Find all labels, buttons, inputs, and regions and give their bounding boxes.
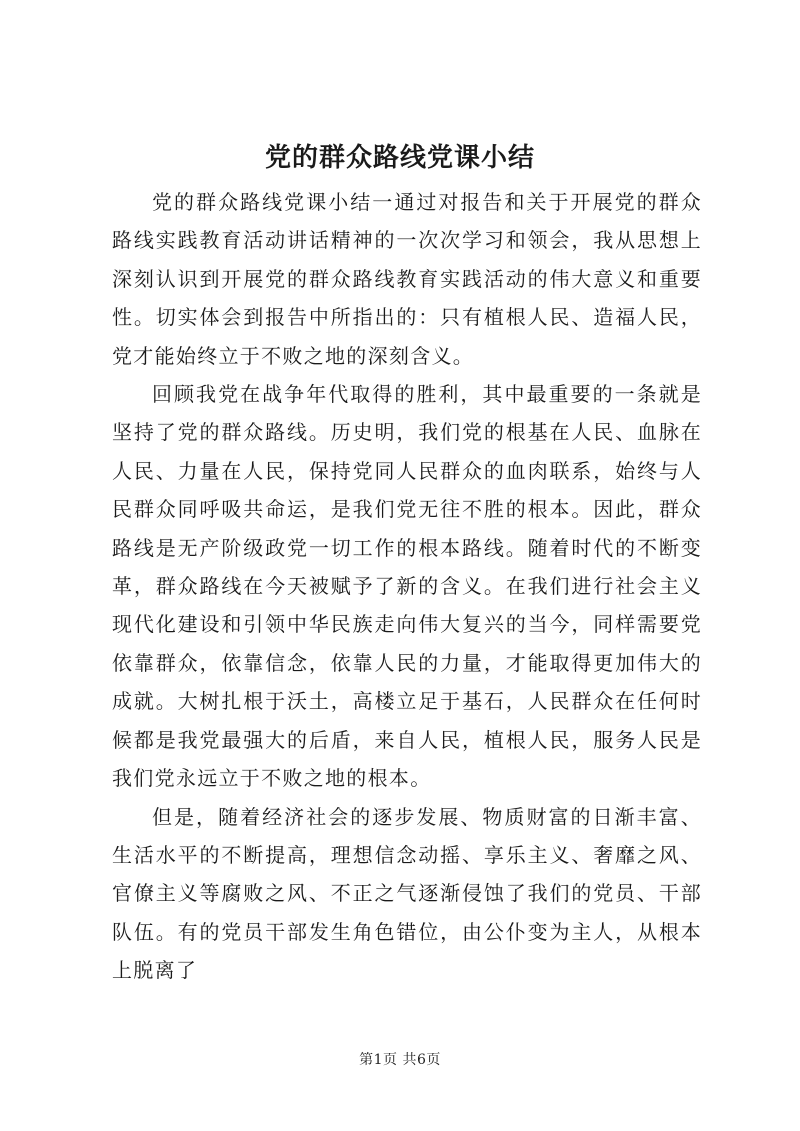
document-body <box>112 183 702 990</box>
paragraph-3: 但是，随着经济社会的逐步发展、物质财富的日渐丰富、生活水平的不断提高，理想信念动摇、享乐主义、奢靡之风、官僚主义等腐败之风、不正之气逐渐侵蚀了我们的党员、干部队伍。有的党员干部发生角色错位，由公仆变为主人，从根本上脱离了 <box>112 804 702 983</box>
paragraph-1: 党的群众路线党课小结一通过对报告和关于开展党的群众路线实践教育活动讲话精神的一次次学习和领会，我从思想上深刻认识到开展党的群众路线教育实践活动的伟大意义和重要性。切实体会到报告中所指出的：只有植根人民、造福人民，党才能始终立于不败之地的深刻含义。 <box>112 190 702 368</box>
paragraph-2: 回顾我党在战争年代取得的胜利，其中最重要的一条就是坚持了党的群众路线。历史明，我们党的根基在人民、血脉在人民、力量在人民，保持党同人民群众的血肉联系，始终与人民群众同呼吸共命运，是我们党无往不胜的根本。因此，群众路线是无产阶级政党一切工作的根本路线。随着时代的不断变革，群众路线在今天被赋予了新的含义。在我们进行社会主义现代化建设和引领中华民族走向伟大复兴的当今，同样需要党依靠群众，依靠信念，依靠人民的力量，才能取得更加伟大的成就。大树扎根于沃土，高楼立足于基石，人民群众在任何时候都是我党最强大的后盾，来自人民，植根人民，服务人民是我们党永远立于不败之地的根本。 <box>112 382 702 791</box>
document-title: 党的群众路线党课小结 <box>264 143 535 173</box>
page-number-footer: 第1页 共6页 <box>359 1052 441 1068</box>
